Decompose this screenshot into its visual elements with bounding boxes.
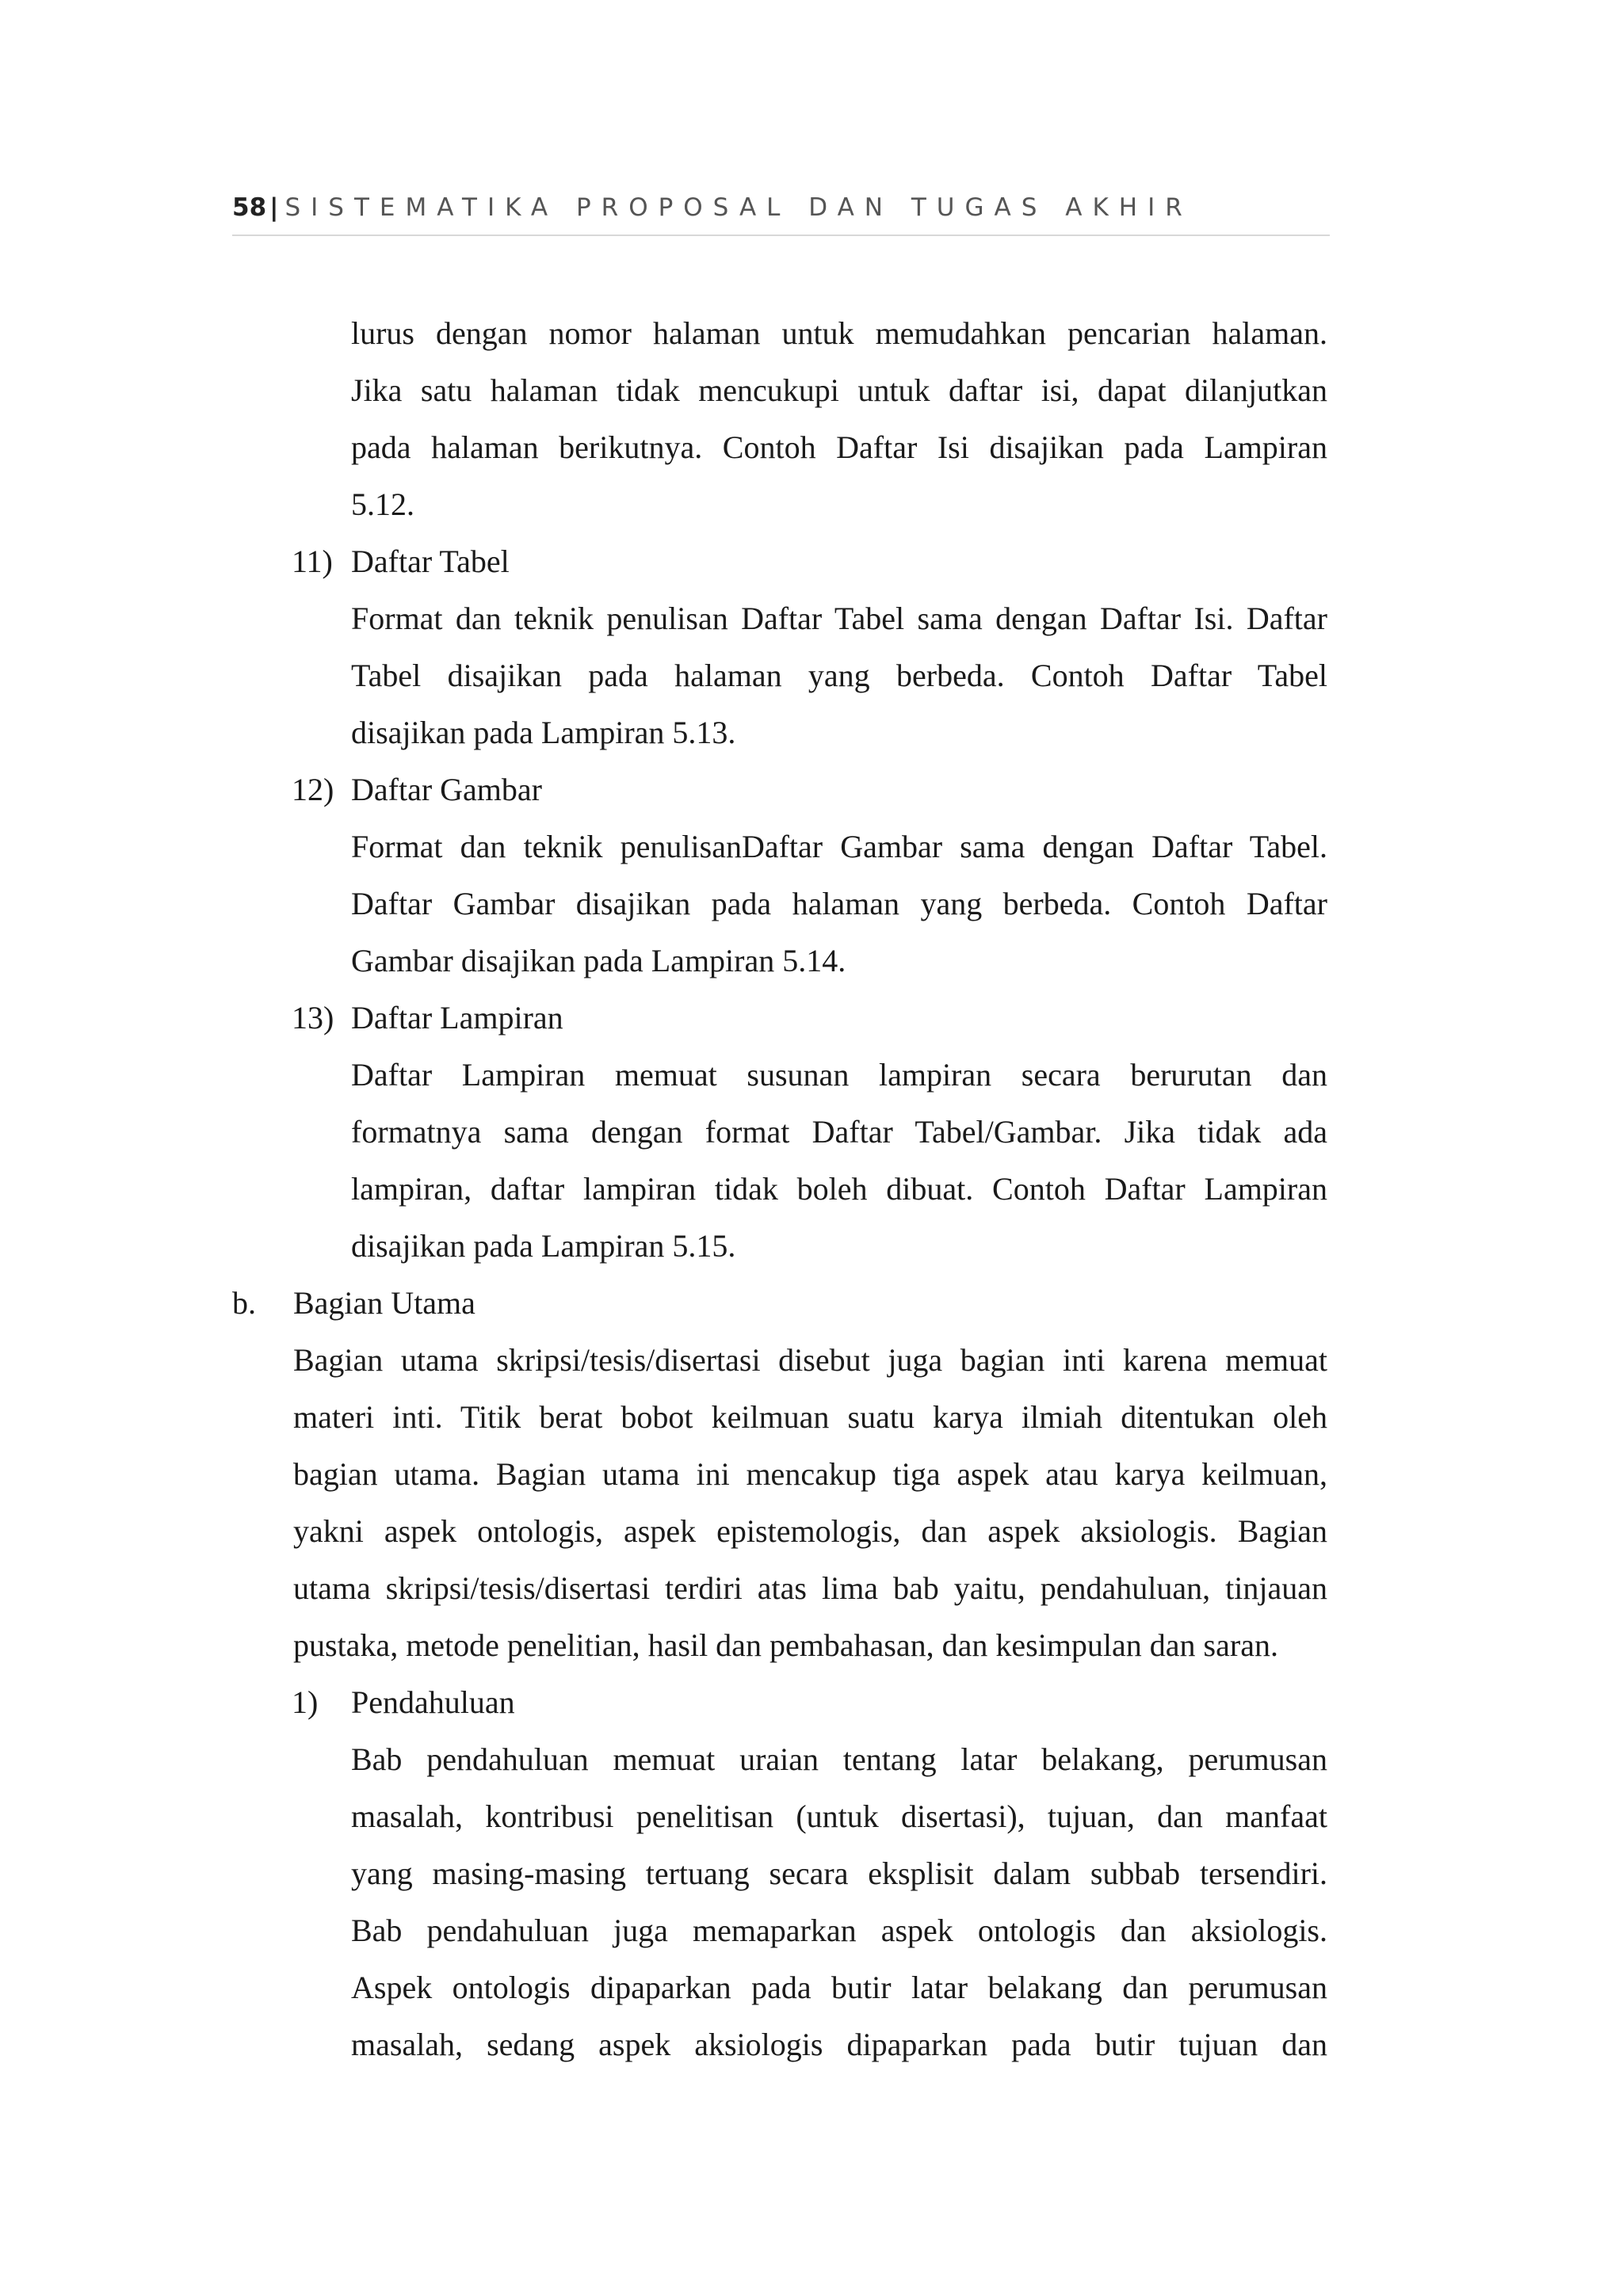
text-line: Bab pendahuluan memuat uraian tentang latar belakang, perumusan xyxy=(351,1741,1327,1777)
list-marker: b. xyxy=(232,1285,256,1321)
text-line: masalah, kontribusi penelitisan (untuk disertasi), tujuan, dan manfaat xyxy=(351,1798,1327,1834)
header-separator: | xyxy=(269,193,279,222)
text-line: yang masing-masing tertuang secara eksplisit dalam subbab tersendiri. xyxy=(351,1855,1327,1891)
section-heading: Bagian Utama xyxy=(293,1285,475,1321)
text-line: lurus dengan nomor halaman untuk memudahkan pencarian halaman. xyxy=(351,315,1327,351)
text-line: Daftar Gambar disajikan pada halaman yang berbeda. Contoh Daftar xyxy=(351,886,1327,921)
text-line: materi inti. Titik berat bobot keilmuan suatu karya ilmiah ditentukan oleh xyxy=(293,1399,1327,1435)
list-marker: 13) xyxy=(292,1000,334,1035)
text-line: pada halaman berikutnya. Contoh Daftar Isi disajikan pada Lampiran xyxy=(351,429,1327,465)
list-marker: 12) xyxy=(292,772,334,807)
list-marker: 1) xyxy=(292,1684,319,1720)
running-title: SISTEMATIKA PROPOSAL DAN TUGAS AKHIR xyxy=(285,193,1193,222)
text-line: Format dan teknik penulisan Daftar Tabel sama dengan Daftar Isi. Daftar xyxy=(351,601,1327,636)
page-header xyxy=(232,193,1330,236)
text-line: Aspek ontologis dipaparkan pada butir latar belakang dan perumusan xyxy=(351,1970,1327,2005)
subsection-heading: Daftar Lampiran xyxy=(351,1000,563,1035)
text-line: Tabel disajikan pada halaman yang berbeda. Contoh Daftar Tabel xyxy=(351,658,1327,693)
text-line: Bagian utama skripsi/tesis/disertasi disebut juga bagian inti karena memuat xyxy=(293,1342,1327,1378)
text-line: Bab pendahuluan juga memaparkan aspek ontologis dan aksiologis. xyxy=(351,1913,1327,1948)
text-line: Daftar Lampiran memuat susunan lampiran secara berurutan dan xyxy=(351,1057,1327,1093)
text-line: yakni aspek ontologis, aspek epistemologis, dan aspek aksiologis. Bagian xyxy=(293,1513,1327,1549)
text-line: pustaka, metode penelitian, hasil dan pembahasan, dan kesimpulan dan saran. xyxy=(293,1627,1278,1663)
page-number: 58 xyxy=(232,193,267,222)
text-line: formatnya sama dengan format Daftar Tabel/Gambar. Jika tidak ada xyxy=(351,1114,1327,1150)
text-line: disajikan pada Lampiran 5.13. xyxy=(351,715,736,750)
list-marker: 11) xyxy=(292,543,333,579)
text-line: Gambar disajikan pada Lampiran 5.14. xyxy=(351,943,846,978)
text-line: Jika satu halaman tidak mencukupi untuk daftar isi, dapat dilanjutkan xyxy=(351,372,1327,408)
text-line: bagian utama. Bagian utama ini mencakup tiga aspek atau karya keilmuan, xyxy=(293,1456,1327,1492)
text-line: masalah, sedang aspek aksiologis dipaparkan pada butir tujuan dan xyxy=(351,2027,1327,2062)
text-line: utama skripsi/tesis/disertasi terdiri atas lima bab yaitu, pendahuluan, tinjauan xyxy=(293,1570,1327,1606)
subsection-heading: Daftar Gambar xyxy=(351,772,542,807)
text-line: Format dan teknik penulisanDaftar Gambar sama dengan Daftar Tabel. xyxy=(351,829,1327,864)
text-line: lampiran, daftar lampiran tidak boleh dibuat. Contoh Daftar Lampiran xyxy=(351,1171,1327,1207)
subsection-heading: Pendahuluan xyxy=(351,1684,515,1720)
subsection-heading: Daftar Tabel xyxy=(351,543,510,579)
text-line: disajikan pada Lampiran 5.15. xyxy=(351,1228,736,1264)
text-line: 5.12. xyxy=(351,486,414,522)
